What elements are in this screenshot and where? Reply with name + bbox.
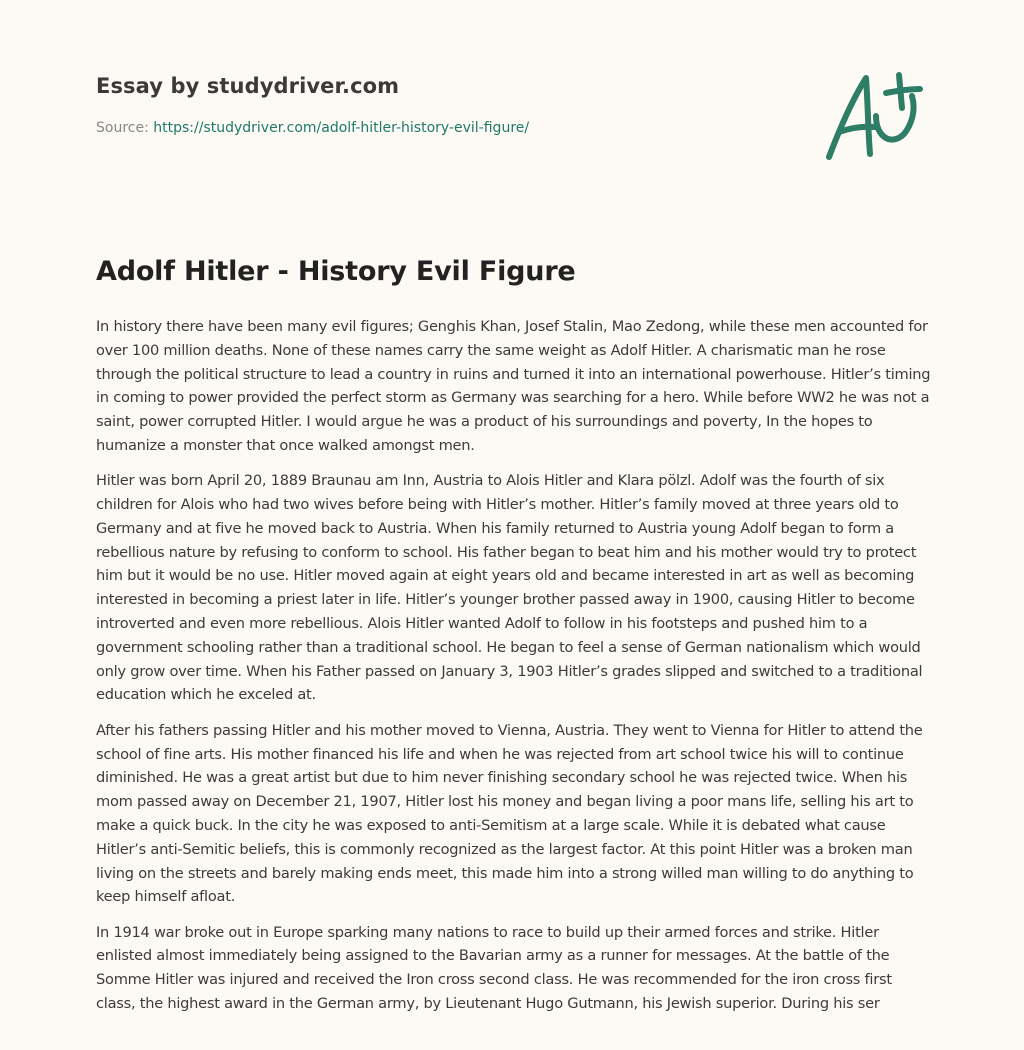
source-link[interactable]: https://studydriver.com/adolf-hitler-history-evil-figure/	[153, 120, 530, 136]
essay-body	[96, 315, 932, 1027]
essay-paragraph: Hitler was born April 20, 1889 Braunau am Inn, Austria to Alois Hitler and Klara pölzl. Adolf was the fourth of six children for Alois who had two wives before being with Hitler’s mother. Hitler’s family moved at three years old to Germany and at five he moved back to Austria. When his family returned to Austria young Adolf began to form a rebellious nature by refusing to conform to school. His father began to beat him and his mother would try to protect him but it would be no use. Hitler moved again at eight years old and became interested in art as well as becoming interested in becoming a priest later in life. Hitler’s younger brother passed away in 1900, causing Hitler to become introverted and even more rebellious. Alois Hitler wanted Adolf to follow in his footsteps and pushed him to a government schooling rather than a traditional school. He began to feel a sense of German nationalism which would only grow over time. When his Father passed on January 3, 1903 Hitler’s grades slipped and switched to a traditional education which he exceled at.	[96, 472, 923, 704]
a-plus-logo-icon	[820, 66, 930, 166]
brand-title: Essay by studydriver.com	[96, 74, 400, 98]
source-line	[96, 120, 796, 136]
essay-title: Adolf Hitler - History Evil Figure	[96, 256, 576, 287]
essay-header	[96, 74, 796, 136]
essay-paragraph: In history there have been many evil figures; Genghis Khan, Josef Stalin, Mao Zedong, while these men accounted for over 100 million deaths. None of these names carry the same weight as Adolf Hitler. A charismatic man he rose through the political structure to lead a country in ruins and turned it into an international powerhouse. Hitler’s timing in coming to power provided the perfect storm as Germany was searching for a hero. While before WW2 he was not a saint, power corrupted Hitler. I would argue he was a product of his surroundings and poverty, In the hopes to humanize a monster that once walked amongst men.	[96, 318, 931, 454]
essay-paragraph: After his fathers passing Hitler and his mother moved to Vienna, Austria. They went to Vienna for Hitler to attend the school of fine arts. His mother financed his life and when he was rejected from art school twice his will to continue diminished. He was a great artist but due to him never finishing secondary school he was rejected twice. When his mom passed away on December 21, 1907, Hitler lost his money and began living a poor mans life, selling his art to make a quick buck. In the city he was exposed to anti-Semitism at a large scale. While it is debated what cause Hitler’s anti-Semitic beliefs, this is commonly recognized as the largest factor. At this point Hitler was a broken man living on the streets and barely making ends meet, this made him into a strong willed man willing to do anything to keep himself afloat.	[96, 721, 923, 906]
essay-paragraph: In 1914 war broke out in Europe sparking many nations to race to build up their armed forces and strike. Hitler enlisted almost immediately being assigned to the Bavarian army as a runner for messages. At the battle of the Somme Hitler was injured and received the Iron cross second class. He was recommended for the iron cross first class, the highest award in the German army, by Lieutenant Hugo Gutmann, his Jewish superior. During his ser	[96, 923, 892, 1013]
source-label: Source:	[96, 120, 154, 136]
